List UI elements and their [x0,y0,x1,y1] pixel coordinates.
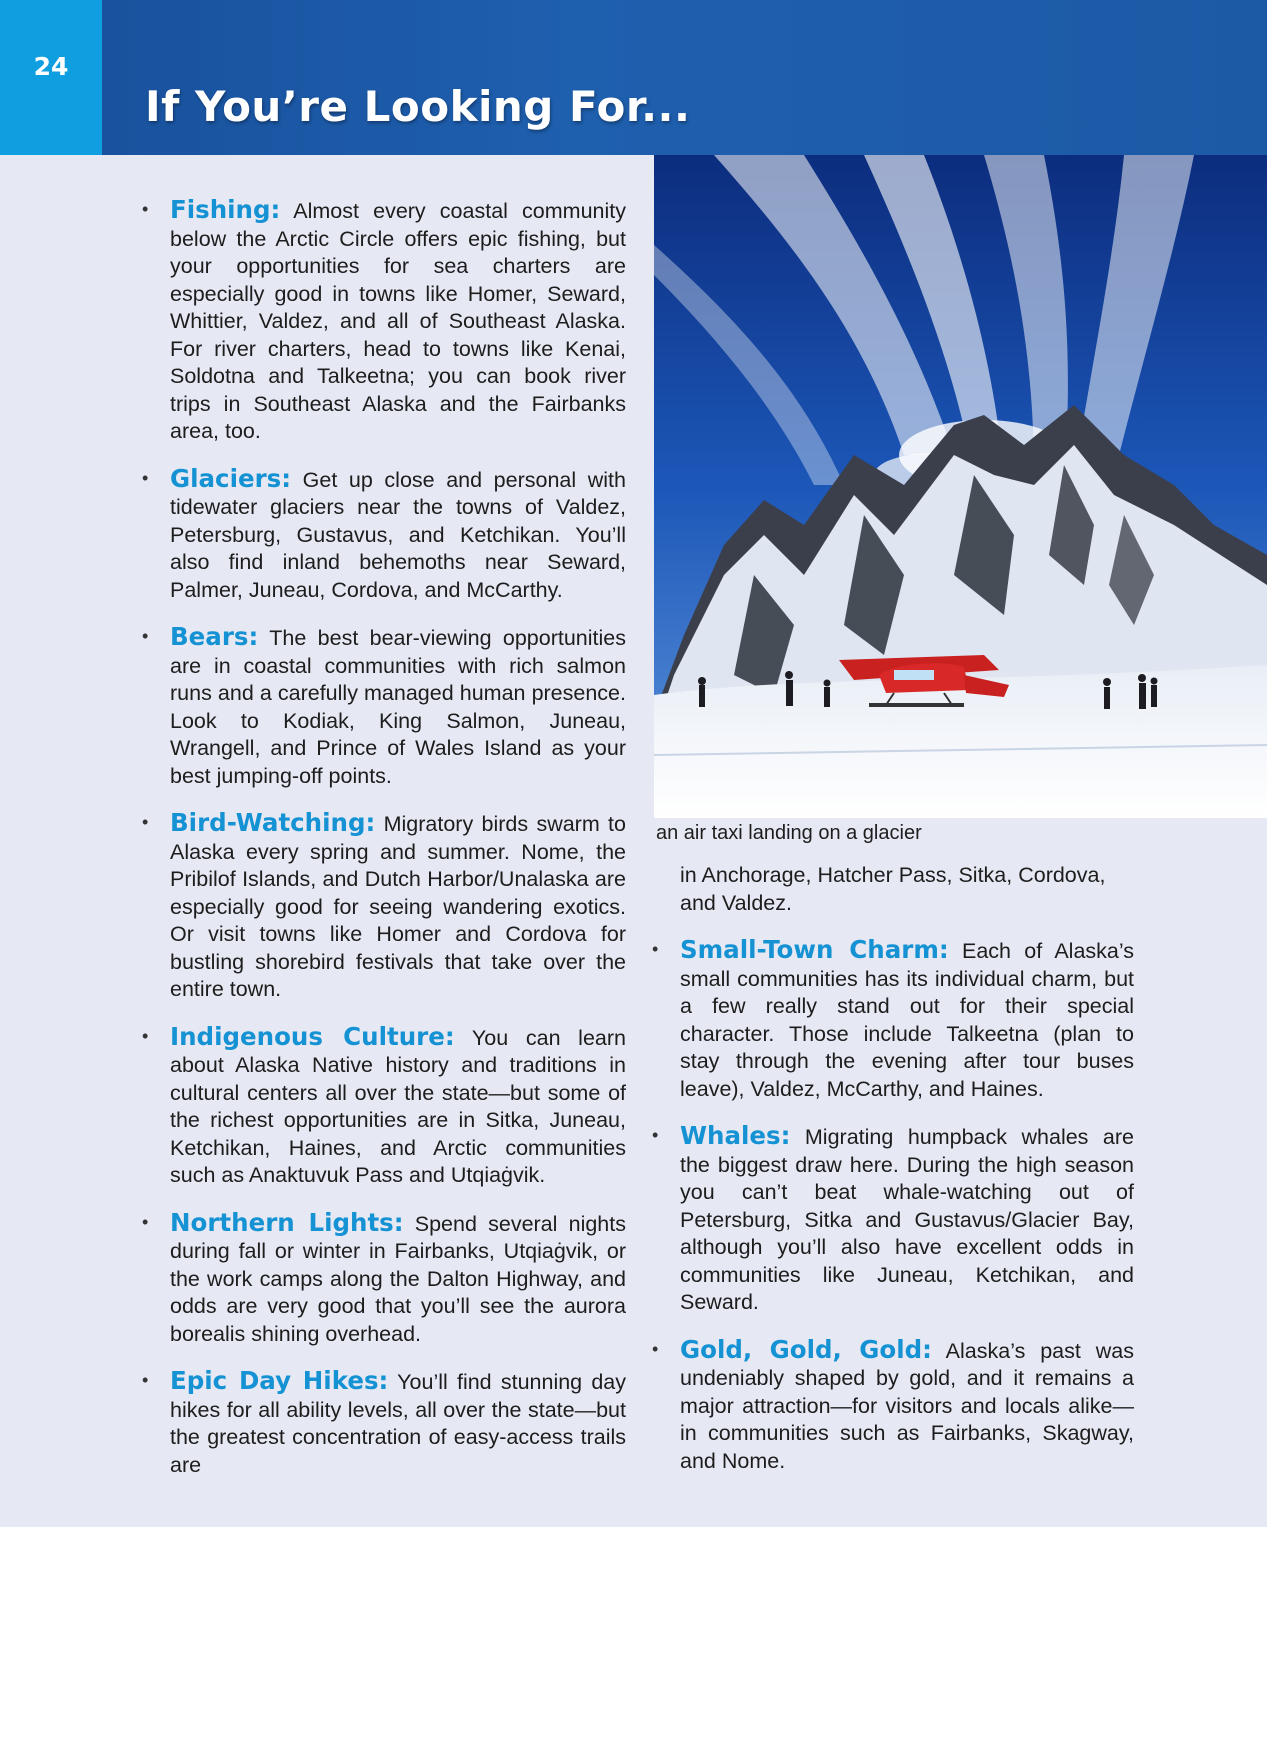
bullet-icon: • [142,1211,149,1232]
entry-text: Almost every coastal community below the Arctic Circle offers epic fishing, but your opportunities for sea charters are especially good in towns like Homer, Seward, Whittier, Valdez, and all of Southeast Alaska. For river charters, head to towns like Kenai, Soldotna and Talkeetna; you can book river trips in Southeast Alaska and the Fairbanks area, too. [170,199,626,443]
bullet-icon: • [652,1125,659,1145]
entry-term: Northern Lights: [170,1207,404,1237]
entry-text: You can learn about Alaska Native history and traditions in cultural centers all over the state—but some of the richest opportunities are in Sitka, Juneau, Ketchikan, Haines, and Arctic communities such as Anaktuvuk Pass and Utqiaġvik. [170,1025,626,1187]
glacier-air-taxi-photo [654,155,1267,818]
entry-text: The best bear-viewing opportunities are in coastal communities with rich salmon runs and a carefully managed human presence. Look to Kodiak, King Salmon, Juneau, Wrangell, and Prince of Wales Island as your best jumping-off points. [170,626,626,788]
entry-term: Epic Day Hikes: [170,1366,389,1395]
entry-term: Gold, Gold, Gold: [680,1334,932,1364]
bullet-icon: • [652,939,659,959]
list-item-glaciers [140,465,626,605]
entry-term: Whales: [680,1121,791,1150]
list-item-fishing [140,196,626,446]
list-item-small-town-charm [650,936,1134,1103]
entry-term: Glaciers: [170,463,292,493]
bullet-icon: • [142,467,149,488]
list-item-gold [650,1336,1134,1476]
bullet-icon: • [142,626,149,646]
entry-text: Spend several nights during fall or winter in Fairbanks, Utqiaġvik, or the work camps along the Dalton Highway, and odds are very good that you’ll see the aurora borealis shining overhead. [170,1211,626,1346]
page-number-tab [0,0,102,155]
photo-caption: an air taxi landing on a glacier [656,822,922,844]
entry-term: Indigenous Culture: [170,1021,455,1051]
entry-text: Migrating humpback whales are the biggest draw here. During the high season you can’t beat whale-watching out of Petersburg, Sitka and Gustavus/Glacier Bay, although you’ll also have excellent odds in communities like Juneau, Ketchikan, and Seward. [680,1125,1134,1314]
entry-term: Bird-Watching: [170,808,376,837]
entry-term: Fishing: [170,195,281,224]
list-item-northern-lights [140,1209,626,1349]
list-item-bird-watching [140,809,626,1004]
entry-term: Small-Town Charm: [680,935,949,964]
left-column [140,196,626,1498]
bullet-icon: • [142,199,149,219]
continued-text: in Anchorage, Hatcher Pass, Sitka, Cordova, and Valdez. [680,863,1106,915]
entry-text: You’ll find stunning day hikes for all ability levels, all over the state—but the greatest concentration of easy-access trails are [170,1370,627,1477]
bullet-icon: • [142,1025,149,1046]
list-item-bears [140,623,626,790]
page-header [0,0,1267,155]
list-item-epic-day-hikes [140,1367,626,1479]
bullet-icon: • [142,812,149,832]
right-column [650,862,1134,1494]
entry-text: Get up close and personal with tidewater glaciers near the towns of Valdez, Petersburg, Gustavus, and Ketchikan. You’ll also find inland behemoths near Seward, Palmer, Juneau, Cordova, and McCarthy. [170,467,626,602]
entry-text: Migratory birds swarm to Alaska every spring and summer. Nome, the Pribilof Islands, and Dutch Harbor/Unalaska are especially good for seeing wandering exotics. Or visit towns like Homer and Cordova for bustling shorebird festivals that take over the entire town. [170,812,626,1001]
bullet-icon: • [142,1370,149,1390]
bullet-icon: • [652,1338,659,1359]
list-item-indigenous-culture [140,1023,626,1190]
entry-text: Alaska’s past was undeniably shaped by gold, and it remains a major attraction—for visitors and locals alike—in communities such as Fairbanks, Skagway, and Nome. [680,1338,1134,1473]
entry-term: Bears: [170,622,259,651]
entry-text: Each of Alaska’s small communities has its individual charm, but a few really stand out for their special character. Those include Talkeetna (plan to stay through the evening after tour buses leave), Valdez, McCarthy, and Haines. [680,939,1134,1101]
list-item-whales [650,1122,1134,1317]
page-number: 24 [33,52,69,81]
page-title: If You’re Looking For... [145,82,691,131]
